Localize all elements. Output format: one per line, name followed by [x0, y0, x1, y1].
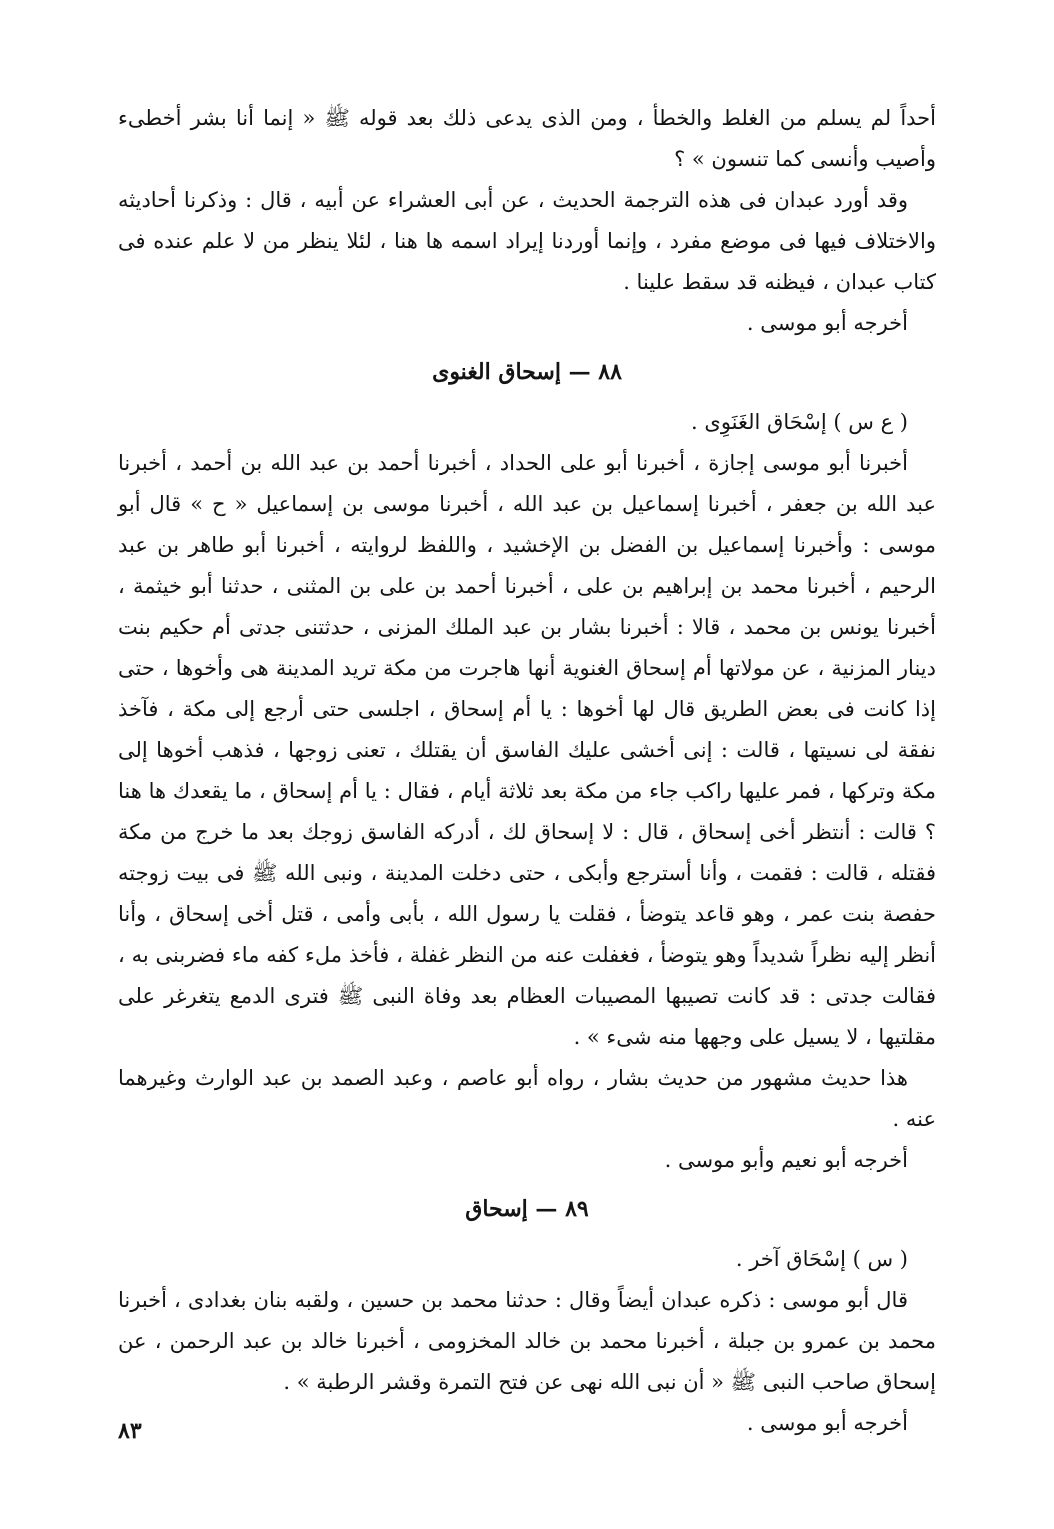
- paragraph-abdan-note: وقد أورد عبدان فى هذه الترجمة الحديث ، عن أبى العشراء عن أبيه ، قال : وذكرنا أحاديثه والاختلاف فيها فى موضع مفرد ، وإنما أوردنا إيراد اسمه ها هنا ، لئلا ينظر من لا علم عنده فى كتاب عبدان ، فيظنه قد سقط علينا .: [118, 188, 936, 294]
- paragraph-attribution-89: أخرجه أبو موسى .: [746, 1411, 908, 1435]
- paragraph-note-88: هذا حديث مشهور من حديث بشار ، رواه أبو عاصم ، وعبد الصمد بن عبد الوارث وغيرهما عنه .: [118, 1066, 936, 1131]
- section-heading-88: ٨٨ — إسحاق الغنوى: [432, 359, 622, 385]
- paragraph-attribution-88: أخرجه أبو نعيم وأبو موسى .: [664, 1148, 908, 1172]
- paragraph-hadith-88: أخبرنا أبو موسى إجازة ، أخبرنا أبو على الحداد ، أخبرنا أحمد بن عبد الله بن أحمد ، أخبرنا عبد الله بن جعفر ، أخبرنا إسماعيل بن عبد الله ، أخبرنا موسى بن إسماعيل « ح » قال أبو موسى : وأخبرنا إسماعيل بن الفضل بن الإخشيد ، واللفظ لروايته ، أخبرنا أبو طاهر بن عبد الرحيم ، أخبرنا محمد بن إبراهيم بن على ، أخبرنا أحمد بن على بن المثنى ، حدثنا أبو خيثمة ، أخبرنا يونس بن محمد ، قالا : أخبرنا بشار بن عبد الملك المزنى ، حدثتنى جدتى أم حكيم بنت دينار المزنية ، عن مولاتها أم إسحاق الغنوية أنها هاجرت من مكة تريد المدينة هى وأخوها ، حتى إذا كانت فى بعض الطريق قال لها أخوها : يا أم إسحاق ، اجلسى حتى أرجع إلى مكة ، فآخذ نفقة لى نسيتها ، قالت : إنى أخشى عليك الفاسق أن يقتلك ، تعنى زوجها ، فذهب أخوها إلى مكة وتركها ، فمر عليها راكب جاء من مكة بعد ثلاثة أيام ، فقال : يا أم إسحاق ، ما يقعدك ها هنا ؟ قالت : أنتظر أخى إسحاق ، قال : لا إسحاق لك ، أدركه الفاسق زوجك بعد ما خرج من مكة فقتله ، قالت : فقمت ، وأنا أسترجع وأبكى ، حتى دخلت المدينة ، ونبى الله ﷺ فى بيت زوجته حفصة بنت عمر ، وهو قاعد يتوضأ ، فقلت يا رسول الله ، بأبى وأمى ، قتل أخى إسحاق ، وأنا أنظر إليه نظراً شديداً وهو يتوضأ ، فغفلت عنه من النظر غفلة ، فأخذ ملء كفه ماء فضربنى به ، فقالت جدتى : قد كانت تصيبها المصيبات العظام بعد وفاة النبى ﷺ فترى الدمع يتغرغر على مقلتيها ، لا يسيل على وجهها منه شىء » .: [118, 451, 937, 1049]
- paragraph-attribution: أخرجه أبو موسى .: [746, 311, 908, 335]
- entry-title-89: ( س ) إسْحَاق آخر .: [735, 1247, 908, 1271]
- paragraph-opening: أحداً لم يسلم من الغلط والخطأ ، ومن الذى يدعى ذلك بعد قوله ﷺ « إنما أنا بشر أخطىء وأصيب وأنسى كما تنسون » ؟: [118, 106, 936, 171]
- section-heading-89: ٨٩ — إسحاق: [465, 1196, 589, 1222]
- page-number: ٨٣: [118, 1418, 142, 1444]
- paragraph-hadith-89: قال أبو موسى : ذكره عبدان أيضاً وقال : حدثنا محمد بن حسين ، ولقبه بنان بغدادى ، أخبرنا محمد بن عمرو بن جبلة ، أخبرنا محمد بن خالد المخزومى ، أخبرنا خالد بن عبد الرحمن ، عن إسحاق صاحب النبى ﷺ « أن نبى الله نهى عن فتح التمرة وقشر الرطبة » .: [118, 1288, 936, 1394]
- entry-title-88: ( ع س ) إسْحَاق الغَنَوِى .: [691, 410, 908, 434]
